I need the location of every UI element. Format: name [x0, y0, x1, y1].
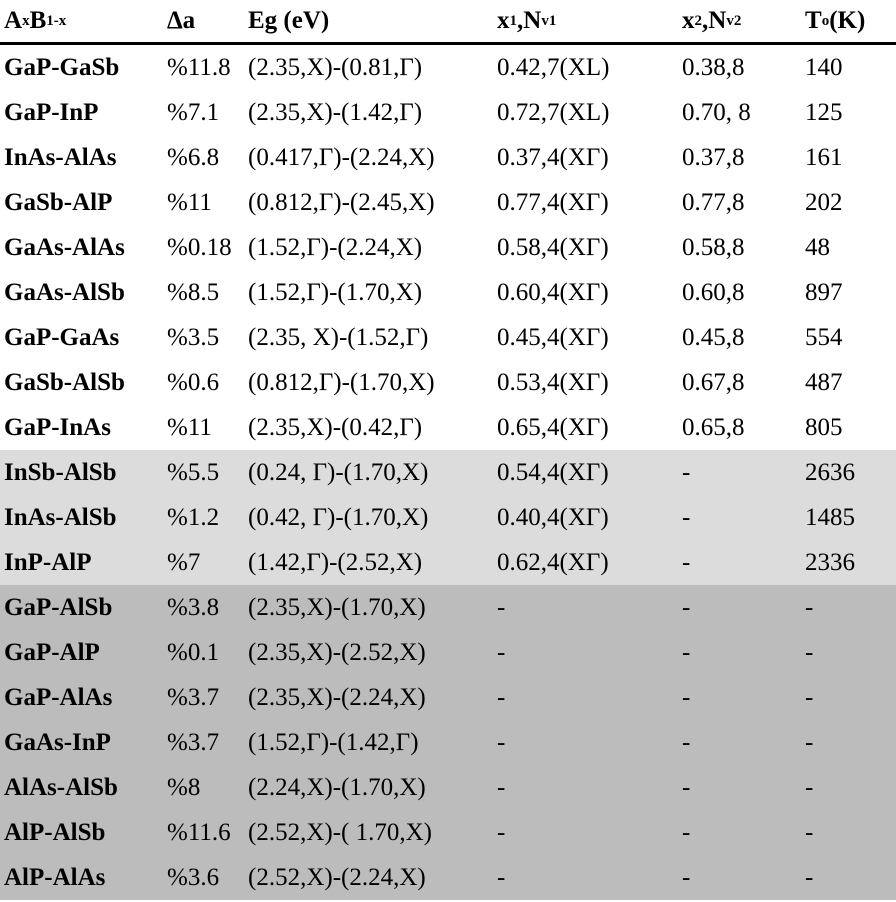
cell-band-gap: (2.35,X)-(1.42,Γ)	[248, 98, 423, 126]
cell-x2-nv2: 0.77,8	[682, 188, 745, 216]
cell-band-gap: (2.35,X)-(0.81,Γ)	[248, 53, 423, 81]
cell-temperature: 2336	[805, 548, 855, 576]
cell-compound: GaP-GaAs	[4, 323, 120, 351]
table-row	[0, 180, 896, 225]
header-lattice-mismatch: Δa	[167, 7, 196, 34]
cell-x1-nv1: -	[497, 683, 506, 711]
cell-x2-nv2: -	[682, 638, 691, 666]
cell-lattice-mismatch: %5.5	[167, 458, 220, 486]
cell-x1-nv1: 0.40,4(XΓ)	[497, 503, 609, 531]
cell-compound: GaP-InAs	[4, 413, 111, 441]
cell-x1-nv1: 0.72,7(XL)	[497, 98, 610, 126]
cell-temperature: 487	[805, 368, 843, 396]
cell-compound: GaSb-AlSb	[4, 368, 125, 396]
cell-x1-nv1: 0.54,4(XΓ)	[497, 458, 609, 486]
cell-x1-nv1: 0.53,4(XΓ)	[497, 368, 609, 396]
cell-compound: GaAs-InP	[4, 728, 111, 756]
cell-compound: GaSb-AlP	[4, 188, 113, 216]
cell-compound: GaP-AlP	[4, 638, 100, 666]
cell-x1-nv1: -	[497, 593, 506, 621]
cell-temperature: 202	[805, 188, 843, 216]
cell-x2-nv2: -	[682, 773, 691, 801]
cell-compound: GaAs-AlAs	[4, 233, 125, 261]
cell-temperature: 2636	[805, 458, 855, 486]
cell-lattice-mismatch: %0.6	[167, 368, 220, 396]
cell-compound: AlP-AlAs	[4, 863, 106, 891]
cell-lattice-mismatch: %8	[167, 773, 201, 801]
cell-x2-nv2: -	[682, 863, 691, 891]
cell-x2-nv2: 0.45,8	[682, 323, 745, 351]
cell-lattice-mismatch: %3.7	[167, 683, 220, 711]
cell-band-gap: (2.52,X)-( 1.70,X)	[248, 818, 432, 846]
cell-x2-nv2: 0.67,8	[682, 368, 745, 396]
header-band-gap: Eg (eV)	[248, 7, 330, 34]
table-row	[0, 315, 896, 360]
cell-x1-nv1: 0.77,4(XΓ)	[497, 188, 609, 216]
table-row	[0, 90, 896, 135]
table-row	[0, 675, 896, 720]
cell-compound: InSb-AlSb	[4, 458, 117, 486]
cell-band-gap: (2.35,X)-(1.70,X)	[248, 593, 426, 621]
cell-x2-nv2: -	[682, 458, 691, 486]
cell-temperature: -	[805, 638, 814, 666]
cell-temperature: 125	[805, 98, 843, 126]
cell-band-gap: (1.52,Γ)-(1.70,X)	[248, 278, 423, 306]
cell-x2-nv2: -	[682, 818, 691, 846]
cell-band-gap: (0.42, Γ)-(1.70,X)	[248, 503, 429, 531]
cell-x1-nv1: 0.58,4(XΓ)	[497, 233, 609, 261]
cell-temperature: 161	[805, 143, 843, 171]
cell-x2-nv2: -	[682, 548, 691, 576]
cell-band-gap: (1.42,Γ)-(2.52,X)	[248, 548, 423, 576]
cell-lattice-mismatch: %1.2	[167, 503, 220, 531]
cell-band-gap: (2.35,X)-(2.52,X)	[248, 638, 426, 666]
cell-x1-nv1: 0.65,4(XΓ)	[497, 413, 609, 441]
table-row	[0, 855, 896, 900]
table-row	[0, 135, 896, 180]
cell-band-gap: (2.24,X)-(1.70,X)	[248, 773, 426, 801]
cell-x2-nv2: 0.37,8	[682, 143, 745, 171]
cell-lattice-mismatch: %3.5	[167, 323, 220, 351]
table-row	[0, 225, 896, 270]
cell-lattice-mismatch: %11	[167, 413, 212, 441]
table-row	[0, 810, 896, 855]
cell-x2-nv2: 0.65,8	[682, 413, 745, 441]
cell-x1-nv1: 0.42,7(XL)	[497, 53, 610, 81]
cell-lattice-mismatch: %11	[167, 188, 212, 216]
header-temperature: T o (K)	[805, 7, 866, 34]
cell-band-gap: (2.35, X)-(1.52,Γ)	[248, 323, 429, 351]
cell-x2-nv2: -	[682, 728, 691, 756]
cell-lattice-mismatch: %11.8	[167, 53, 231, 81]
cell-x2-nv2: 0.60,8	[682, 278, 745, 306]
cell-compound: GaP-InP	[4, 98, 99, 126]
header-compound: A x B 1-x	[4, 7, 67, 34]
cell-temperature: 140	[805, 53, 843, 81]
cell-x1-nv1: -	[497, 863, 506, 891]
cell-temperature: -	[805, 773, 814, 801]
cell-compound: GaAs-AlSb	[4, 278, 125, 306]
cell-band-gap: (1.52,Γ)-(2.24,X)	[248, 233, 423, 261]
cell-band-gap: (0.24, Γ)-(1.70,X)	[248, 458, 429, 486]
cell-compound: GaP-GaSb	[4, 53, 120, 81]
header-x1-nv1: x 1 ,N v1	[497, 7, 557, 34]
table-row	[0, 630, 896, 675]
table-row	[0, 540, 896, 585]
table-row	[0, 450, 896, 495]
cell-temperature: 1485	[805, 503, 855, 531]
cell-temperature: 805	[805, 413, 843, 441]
cell-compound: GaP-AlAs	[4, 683, 113, 711]
cell-lattice-mismatch: %0.18	[167, 233, 232, 261]
cell-band-gap: (0.812,Γ)-(1.70,X)	[248, 368, 435, 396]
cell-compound: InAs-AlAs	[4, 143, 117, 171]
cell-temperature: -	[805, 593, 814, 621]
cell-band-gap: (2.52,X)-(2.24,X)	[248, 863, 426, 891]
cell-x1-nv1: -	[497, 728, 506, 756]
cell-band-gap: (2.35,X)-(0.42,Γ)	[248, 413, 423, 441]
cell-lattice-mismatch: %3.6	[167, 863, 220, 891]
cell-compound: AlP-AlSb	[4, 818, 106, 846]
cell-lattice-mismatch: %0.1	[167, 638, 220, 666]
table-row	[0, 270, 896, 315]
cell-lattice-mismatch: %6.8	[167, 143, 220, 171]
cell-temperature: -	[805, 863, 814, 891]
cell-band-gap: (0.812,Γ)-(2.45,X)	[248, 188, 435, 216]
table-header-row	[0, 0, 896, 45]
table-row	[0, 585, 896, 630]
cell-temperature: 554	[805, 323, 843, 351]
cell-x1-nv1: 0.60,4(XΓ)	[497, 278, 609, 306]
cell-compound: AlAs-AlSb	[4, 773, 118, 801]
cell-lattice-mismatch: %7.1	[167, 98, 220, 126]
cell-x1-nv1: 0.62,4(XΓ)	[497, 548, 609, 576]
table-row	[0, 405, 896, 450]
cell-temperature: -	[805, 728, 814, 756]
cell-lattice-mismatch: %3.8	[167, 593, 220, 621]
cell-x1-nv1: -	[497, 818, 506, 846]
cell-temperature: 897	[805, 278, 843, 306]
cell-temperature: 48	[805, 233, 830, 261]
cell-lattice-mismatch: %8.5	[167, 278, 220, 306]
table-row	[0, 720, 896, 765]
cell-lattice-mismatch: %3.7	[167, 728, 220, 756]
cell-x2-nv2: 0.70, 8	[682, 98, 751, 126]
table-body	[0, 45, 896, 900]
cell-compound: InAs-AlSb	[4, 503, 117, 531]
cell-temperature: -	[805, 818, 814, 846]
header-x2-nv2: x 2 ,N v2	[682, 7, 742, 34]
cell-band-gap: (2.35,X)-(2.24,X)	[248, 683, 426, 711]
cell-x1-nv1: -	[497, 773, 506, 801]
cell-band-gap: (0.417,Γ)-(2.24,X)	[248, 143, 435, 171]
cell-x1-nv1: 0.37,4(XΓ)	[497, 143, 609, 171]
cell-lattice-mismatch: %7	[167, 548, 201, 576]
cell-lattice-mismatch: %11.6	[167, 818, 231, 846]
table-row	[0, 765, 896, 810]
cell-x1-nv1: 0.45,4(XΓ)	[497, 323, 609, 351]
cell-compound: InP-AlP	[4, 548, 92, 576]
cell-x2-nv2: 0.58,8	[682, 233, 745, 261]
cell-x1-nv1: -	[497, 638, 506, 666]
cell-x2-nv2: -	[682, 683, 691, 711]
table-row	[0, 45, 896, 90]
cell-band-gap: (1.52,Γ)-(1.42,Γ)	[248, 728, 419, 756]
cell-x2-nv2: -	[682, 593, 691, 621]
cell-x2-nv2: 0.38,8	[682, 53, 745, 81]
cell-temperature: -	[805, 683, 814, 711]
table-row	[0, 495, 896, 540]
cell-compound: GaP-AlSb	[4, 593, 113, 621]
table-row	[0, 360, 896, 405]
cell-x2-nv2: -	[682, 503, 691, 531]
